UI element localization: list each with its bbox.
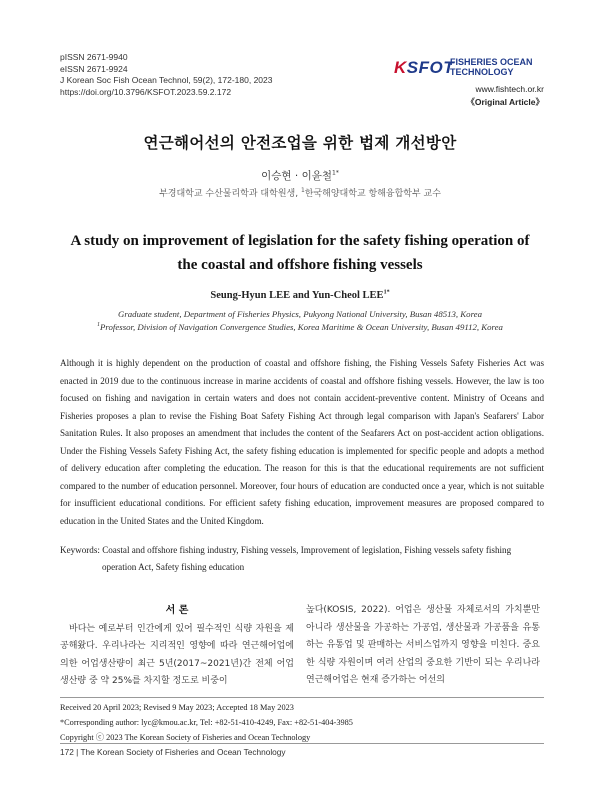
affiliations-english <box>60 308 540 334</box>
journal-brand <box>394 54 544 110</box>
logo-subtitle: FISHERIES OCEAN TECHNOLOGY <box>450 57 533 77</box>
affiliation-korean: 부경대학교 수산물리학과 대학원생, $^1$한국해양대학교 항해융합학부 교수 <box>159 187 441 199</box>
eissn: eISSN 2671-9924 <box>60 63 128 74</box>
journal-meta <box>60 52 272 98</box>
keywords-label: Keywords: <box>60 545 100 555</box>
affiliation-1: Graduate student, Department of Fisheries Physics, Pukyong National University, Busan 48513, Korea <box>118 309 482 319</box>
journal-url[interactable]: www.fishtech.or.kr <box>475 84 544 94</box>
corresponding-author: *Corresponding author: lyc@kmou.ac.kr, Tel: +82-51-410-4249, Fax: +82-51-404-3985 <box>60 718 353 727</box>
page-footer: 172 | The Korean Society of Fisheries and Ocean Technology <box>60 747 286 757</box>
authors-english: Seung-Hyun LEE and Yun-Cheol $LEE^{1*}$ <box>210 289 390 301</box>
intro-right-column <box>306 602 540 690</box>
keywords-line2: operation Act, Safety fishing education <box>102 562 245 572</box>
intro-paragraph-left: 바다는 예로부터 인간에게 있어 필수적인 식량 자원을 제공해왔다. 우리나라는 지리적인 영향에 따라 연근해어업에 의한 어업생산량이 최근 5년(2017~2021년)간 전체 어업생산량 중 약 25%를 차지할 정도로 비중이 <box>60 623 294 687</box>
article-type: 《Original Article》 <box>466 97 544 107</box>
pissn: pISSN 2671-9940 <box>60 52 128 62</box>
section-heading-intro: 서 론 <box>165 605 189 616</box>
received-dates: Received 20 April 2023; Revised 9 May 2023; Accepted 18 May 2023 <box>60 703 294 712</box>
title-korean: 연근해어선의 안전조업을 위한 법제 개선방안 <box>143 134 457 152</box>
ksfot-logo: KSFOT <box>394 58 455 77</box>
intro-left-column <box>60 602 294 691</box>
keywords-line1: Coastal and offshore fishing industry, Fishing vessels, Improvement of legislation, Fishing vessels safety fishing <box>102 545 512 555</box>
footnotes <box>60 700 544 745</box>
authors-korean: 이승현 · 이윤철$^{1*}$ <box>261 169 339 182</box>
copyright: Copyright ⓒ 2023 The Korean Society of Fisheries and Ocean Technology <box>60 733 311 742</box>
citation: J Korean Soc Fish Ocean Technol, 59(2), 172-180, 2023 <box>60 75 273 85</box>
doi-link[interactable]: https://doi.org/10.3796/KSFOT.2023.59.2.172 <box>60 86 232 97</box>
footnote-divider <box>60 697 544 698</box>
page-footer-divider <box>60 743 544 744</box>
abstract: Although it is highly dependent on the production of coastal and offshore fishing, the Fishing Vessels Safety Fisheries Act was enacted in 2019 due to the continuous increase in marine accidents of coastal and offshore fishing vessels. However, the law is too focused on fishing and navigation in certain waters and does not contain accident-preventive content. Ministry of Oceans and Fisheries proposes a plan to revise the Fishing Boat Safety Fishing Act through legal comparison with Japan's Seafarers' Labor Sanitation Rules. It also proposes an amendment that includes the content of the Seafarers Act on post-accident action obligations. Under the Fishing Vessels Safety Fishing Act, the safety fishing education is implemented for specific people and adopts a method of delivery education after completing the education. The reason for this is that the educational requirements are not sufficient compared to the number of education personnel. Moreover, four hours of education are conducted once a year, which is not suitable for insufficient educational conditions. For efficient safety fishing education, improvement measures are proposed compared to education in the United States and the United Kingdom. <box>60 358 544 526</box>
keywords <box>60 542 544 576</box>
affiliation-2: $^1$Professor, Division of Navigation Convergence Studies, Korea Maritime & Ocean University, Busan 49112, Korea <box>97 322 503 332</box>
intro-paragraph-right: 높다(KOSIS, 2022). 어업은 생산물 자체로서의 가치뿐만 아니라 생산물을 가공하는 가공업, 생산물과 가공품을 유통하는 유통업 및 판매하는 서비스업까지 영향을 미친다. 중요한 식량 자원이며 여러 산업의 중요한 기반이 되는 우리나라 연근해어업은 현재 증가하는 어선의 <box>306 605 540 686</box>
title-english: A study on improvement of legislation for the safety fishing operation of the coastal and offshore fishing vessels <box>70 233 530 273</box>
